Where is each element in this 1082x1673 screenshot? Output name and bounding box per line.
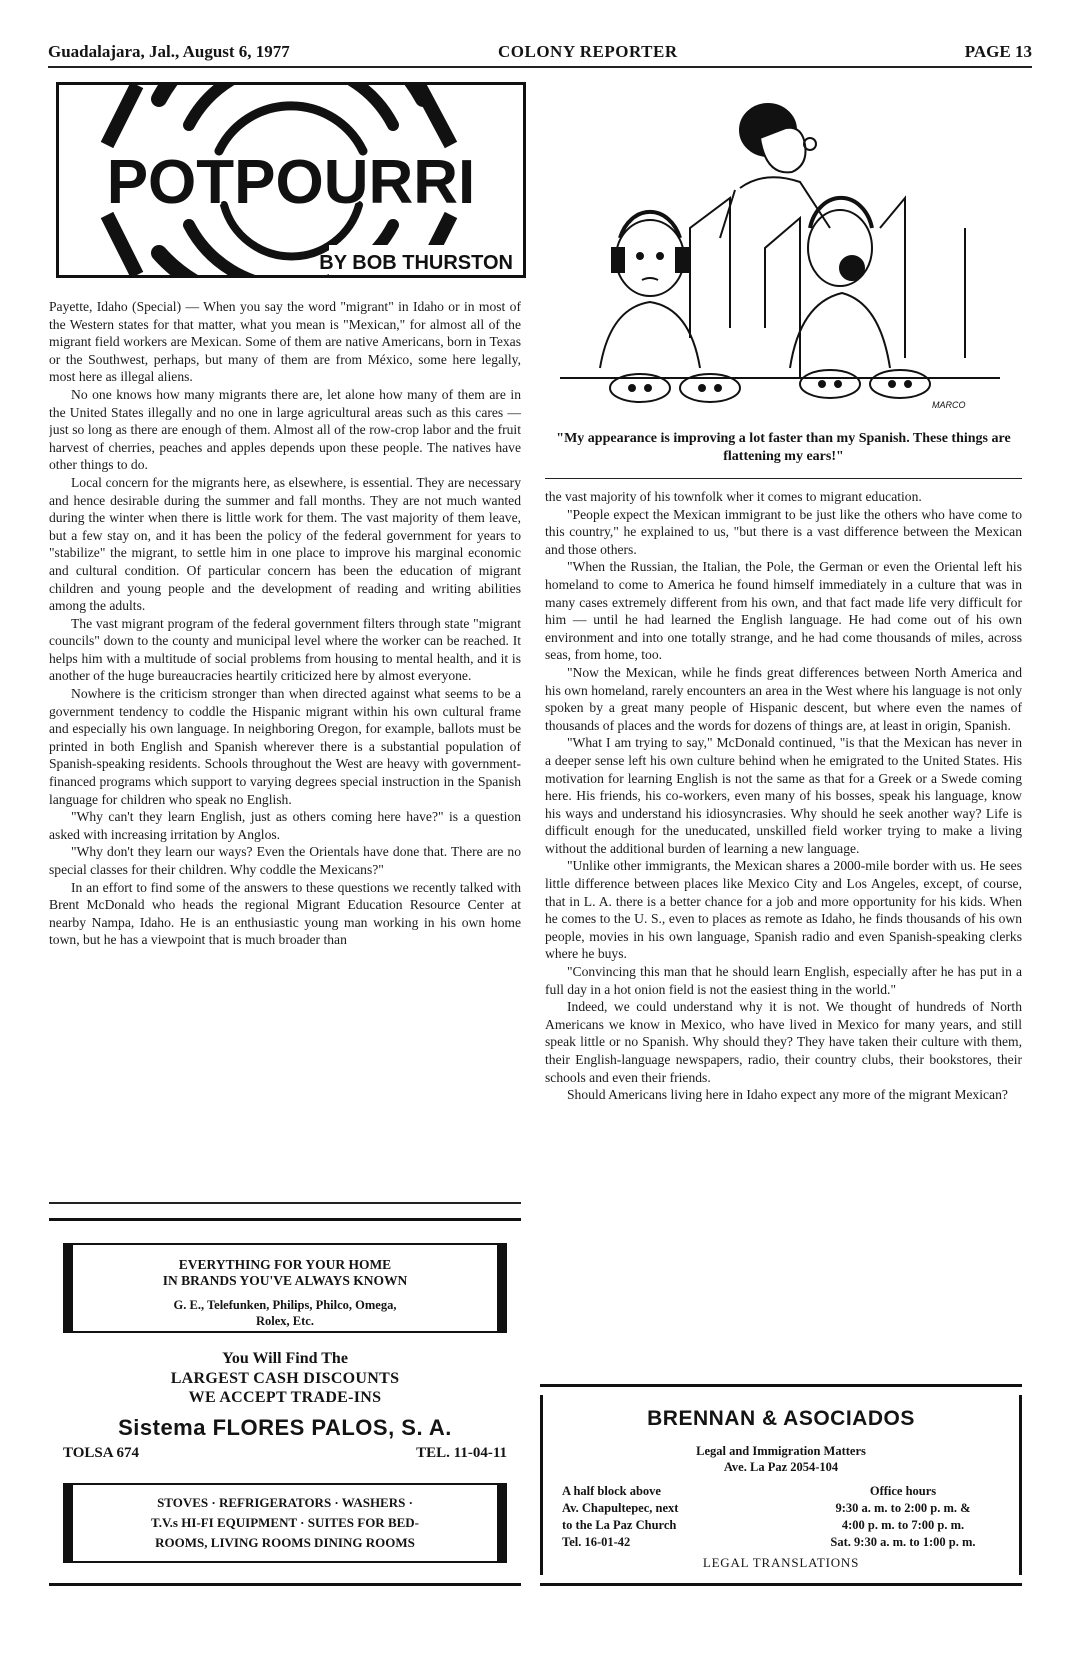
- ad-products-2: T.V.s HI-FI EQUIPMENT · SUITES FOR BED-: [151, 1515, 419, 1530]
- masthead: [48, 38, 1032, 68]
- location-line: to the La Paz Church: [562, 1518, 677, 1532]
- article-paragraph: Nowhere is the criticism stronger than when directed against what seems to be a government tendency to coddle the Hispanic migrant within his own cultural frame and especially his own language. In neighboring Oregon, for example, ballots must be printed in both English and Spanish wherever there is a substantial population of Spanish-speaking residents. Schools throughout the West are heavy with government-financed programs which support to varying degrees special instruction in the Spanish language for children who speak no English.: [49, 686, 521, 807]
- ad-company-name: Sistema FLORES PALOS, S. A.: [118, 1415, 452, 1440]
- ad-phone: TEL. 11-04-11: [416, 1445, 507, 1461]
- article-paragraph: "When the Russian, the Italian, the Pole, the German or even the Oriental left his homeland to come to America he found himself immediately in a culture that was in many cases extremely different from his own, and that fact made life very difficult for him — until he had learned the English language. He had come out of his own environment and into one totally strange, and he had come thousands of miles, across seas, from home, too.: [545, 559, 1022, 663]
- newspaper-name: COLONY REPORTER: [498, 42, 678, 61]
- divider: [545, 478, 1022, 479]
- ad-brands-2: Rolex, Etc.: [256, 1314, 314, 1328]
- ad-brennan-footer: LEGAL TRANSLATIONS: [702, 1555, 860, 1570]
- ad-brennan-tagline: Legal and Immigration Matters: [696, 1444, 866, 1458]
- cartoon-signature: MARCO: [932, 400, 966, 410]
- ad-line-3: WE ACCEPT TRADE-INS: [188, 1389, 382, 1406]
- column-logo: [56, 82, 526, 278]
- hours-line: Sat. 9:30 a. m. to 1:00 p. m.: [830, 1535, 976, 1549]
- ad-line-2: LARGEST CASH DISCOUNTS: [170, 1370, 400, 1387]
- article-paragraph: "Convincing this man that he should learn English, especially after he has put in a full day in a hot onion field is not the easiest thing in the world.": [545, 964, 1022, 997]
- hours-title: Office hours: [869, 1484, 937, 1498]
- cartoon-illustration: [560, 78, 1010, 418]
- article-paragraph: Local concern for the migrants here, as elsewhere, is essential. They are necessary and hence desirable during the summer and fall months. They are not much wanted during the winter when there is little work for them. The vast majority of them leave, but a few stay on, and it has been the policy of the federal government for years to "stabilize" the migrant, to settle him in one place to improve his marginal economic and cultural condition. Of particular concern has been the education of migrant children and young people and the development of reading and writing abilities among the adults.: [49, 474, 521, 614]
- page-number: PAGE 13: [964, 42, 1032, 61]
- target-rings-graphic: [59, 85, 523, 275]
- ad-flores-palos: [49, 1218, 521, 1586]
- article-paragraph: the vast majority of his townfolk wher it comes to migrant education.: [545, 489, 922, 504]
- article-paragraph: "Unlike other immigrants, the Mexican shares a 2000-mile border with us. He sees little difference between places like Mexico City and Los Angeles, except, of course, that in L. A. there is a better chance for a job and more opportunity for his kids. When he comes to the U. S., even to places as remote as Idaho, he finds thousands of his own people, movies in his own language, Spanish radio and even Spanish-speaking clerks where he buys.: [545, 858, 1022, 962]
- article-paragraph: Indeed, we could understand why it is not. We thought of hundreds of North Americans we know in Mexico, who have lived in Mexico for many years, and still speak little or no Spanish. Why should they? They have taken their culture with them, their English-language newspapers, radio, their country clubs, their bookstores, their schools and even their friends.: [545, 999, 1022, 1085]
- ad-line-1: You Will Find The: [222, 1350, 348, 1367]
- ad-brennan-location: [562, 1483, 762, 1551]
- cartoon-caption: "My appearance is improving a lot faster than my Spanish. These things are flattening my ears!": [556, 431, 1011, 464]
- hours-line: 9:30 a. m. to 2:00 p. m. &: [835, 1501, 971, 1515]
- ad-brennan-phone: Tel. 16-01-42: [562, 1535, 631, 1549]
- article-paragraph: "Now the Mexican, while he finds great differences between North America and his own homeland, rarely encounters an area in the West where his language is not only spoken by a great many people of Hispanic descent, but where even the names of thousands of places and the words for dozens of things are, at least in origin, Spanish.: [545, 664, 1022, 733]
- ad-offer: [49, 1349, 521, 1443]
- article-paragraph: Payette, Idaho (Special) — When you say the word "migrant" in Idaho or in most of the Western states for that matter, what you mean is "Mexican," for almost all of the migrant field workers are Mexican. Some of them are native Americans, born in Texas or the Southwest, perhaps, but many of them are from México, some here legally, most here as illegal aliens.: [49, 299, 521, 385]
- ad-brennan-name: BRENNAN & ASOCIADOS: [647, 1407, 915, 1430]
- ad-headline-1: EVERYTHING FOR YOUR HOME: [178, 1257, 392, 1272]
- ad-address: TOLSA 674: [63, 1445, 140, 1461]
- ad-headline-2: IN BRANDS YOU'VE ALWAYS KNOWN: [162, 1273, 408, 1288]
- ad-brennan: [540, 1384, 1022, 1586]
- article-paragraph: Should Americans living here in Idaho expect any more of the migrant Mexican?: [567, 1087, 1008, 1103]
- ad-brennan-hours: [798, 1483, 1008, 1551]
- hours-line: 4:00 p. m. to 7:00 p. m.: [841, 1518, 965, 1532]
- article-right-column: [545, 488, 1022, 1368]
- dateline: Guadalajara, Jal., August 6, 1977: [48, 42, 290, 61]
- location-line: A half block above: [562, 1484, 661, 1498]
- article-paragraph: "Why don't they learn our ways? Even the Orientals have done that. There are no special classes for their children. Why coddle the Mexicans?": [49, 844, 521, 877]
- column-byline: BY BOB THURSTON: [319, 252, 513, 274]
- article-paragraph: "People expect the Mexican immigrant to be just like the others who have come to this country," he explained to us, "but there is a vast difference between the Mexican and those others.: [545, 506, 1022, 557]
- article-paragraph: No one knows how many migrants there are, let alone how many of them are in the United States illegally and no one in large agricultural areas such as this cares — just so long as there are enough of them. Almost all of the row-crop labor and the fruit harvest of cherries, peaches and apples depends upon these people. The natives have other things to do.: [49, 386, 521, 473]
- article-paragraph: In an effort to find some of the answers to these questions we recently talked with Brent McDonald who heads the regional Migrant Education Resource Center at nearby Nampa, Idaho. He is an enthusiastic young man working in his own home town, but he has a viewpoint that is much broader than: [49, 879, 521, 948]
- ad-banner: [63, 1243, 507, 1333]
- ad-brennan-address: Ave. La Paz 2054-104: [723, 1460, 839, 1474]
- ad-products: [63, 1483, 507, 1563]
- ad-products-1: STOVES · REFRIGERATORS · WASHERS ·: [157, 1495, 413, 1510]
- ad-products-3: ROOMS, LIVING ROOMS DINING ROOMS: [155, 1535, 415, 1550]
- ad-brands-1: G. E., Telefunken, Philips, Philco, Omega,: [173, 1298, 397, 1312]
- article-paragraph: "What I am trying to say," McDonald continued, "is that the Mexican has never in a deeper sense left his own culture behind when he emigrated to the United States. His motivation for learning English is not the same as that for a Greek or a Swede coming here. His friends, his co-workers, even many of his bosses, speak his language, know his ways and understand his idiosyncrasies. Why should he seek another way? Life is difficult enough for the uneducated, unskilled field worker trying to make a living without the additional burden of learning a new language.: [545, 735, 1022, 856]
- article-paragraph: The vast migrant program of the federal government filters through state "migrant councils" down to the county and municipal level where the worker can be reached. It helps him with a multitude of social problems from housing to mental health, and it is another of the huge bureaucracies heartily criticized here by almost everyone.: [49, 615, 521, 684]
- article-left-column: [49, 298, 521, 1198]
- location-line: Av. Chapultepec, next: [562, 1501, 679, 1515]
- divider: [49, 1202, 521, 1204]
- column-title: POTPOURRI: [106, 148, 476, 217]
- article-paragraph: "Why can't they learn English, just as others coming here have?" is a question asked with increasing irritation by Anglos.: [49, 809, 521, 842]
- ad-brennan-header: [540, 1443, 1022, 1475]
